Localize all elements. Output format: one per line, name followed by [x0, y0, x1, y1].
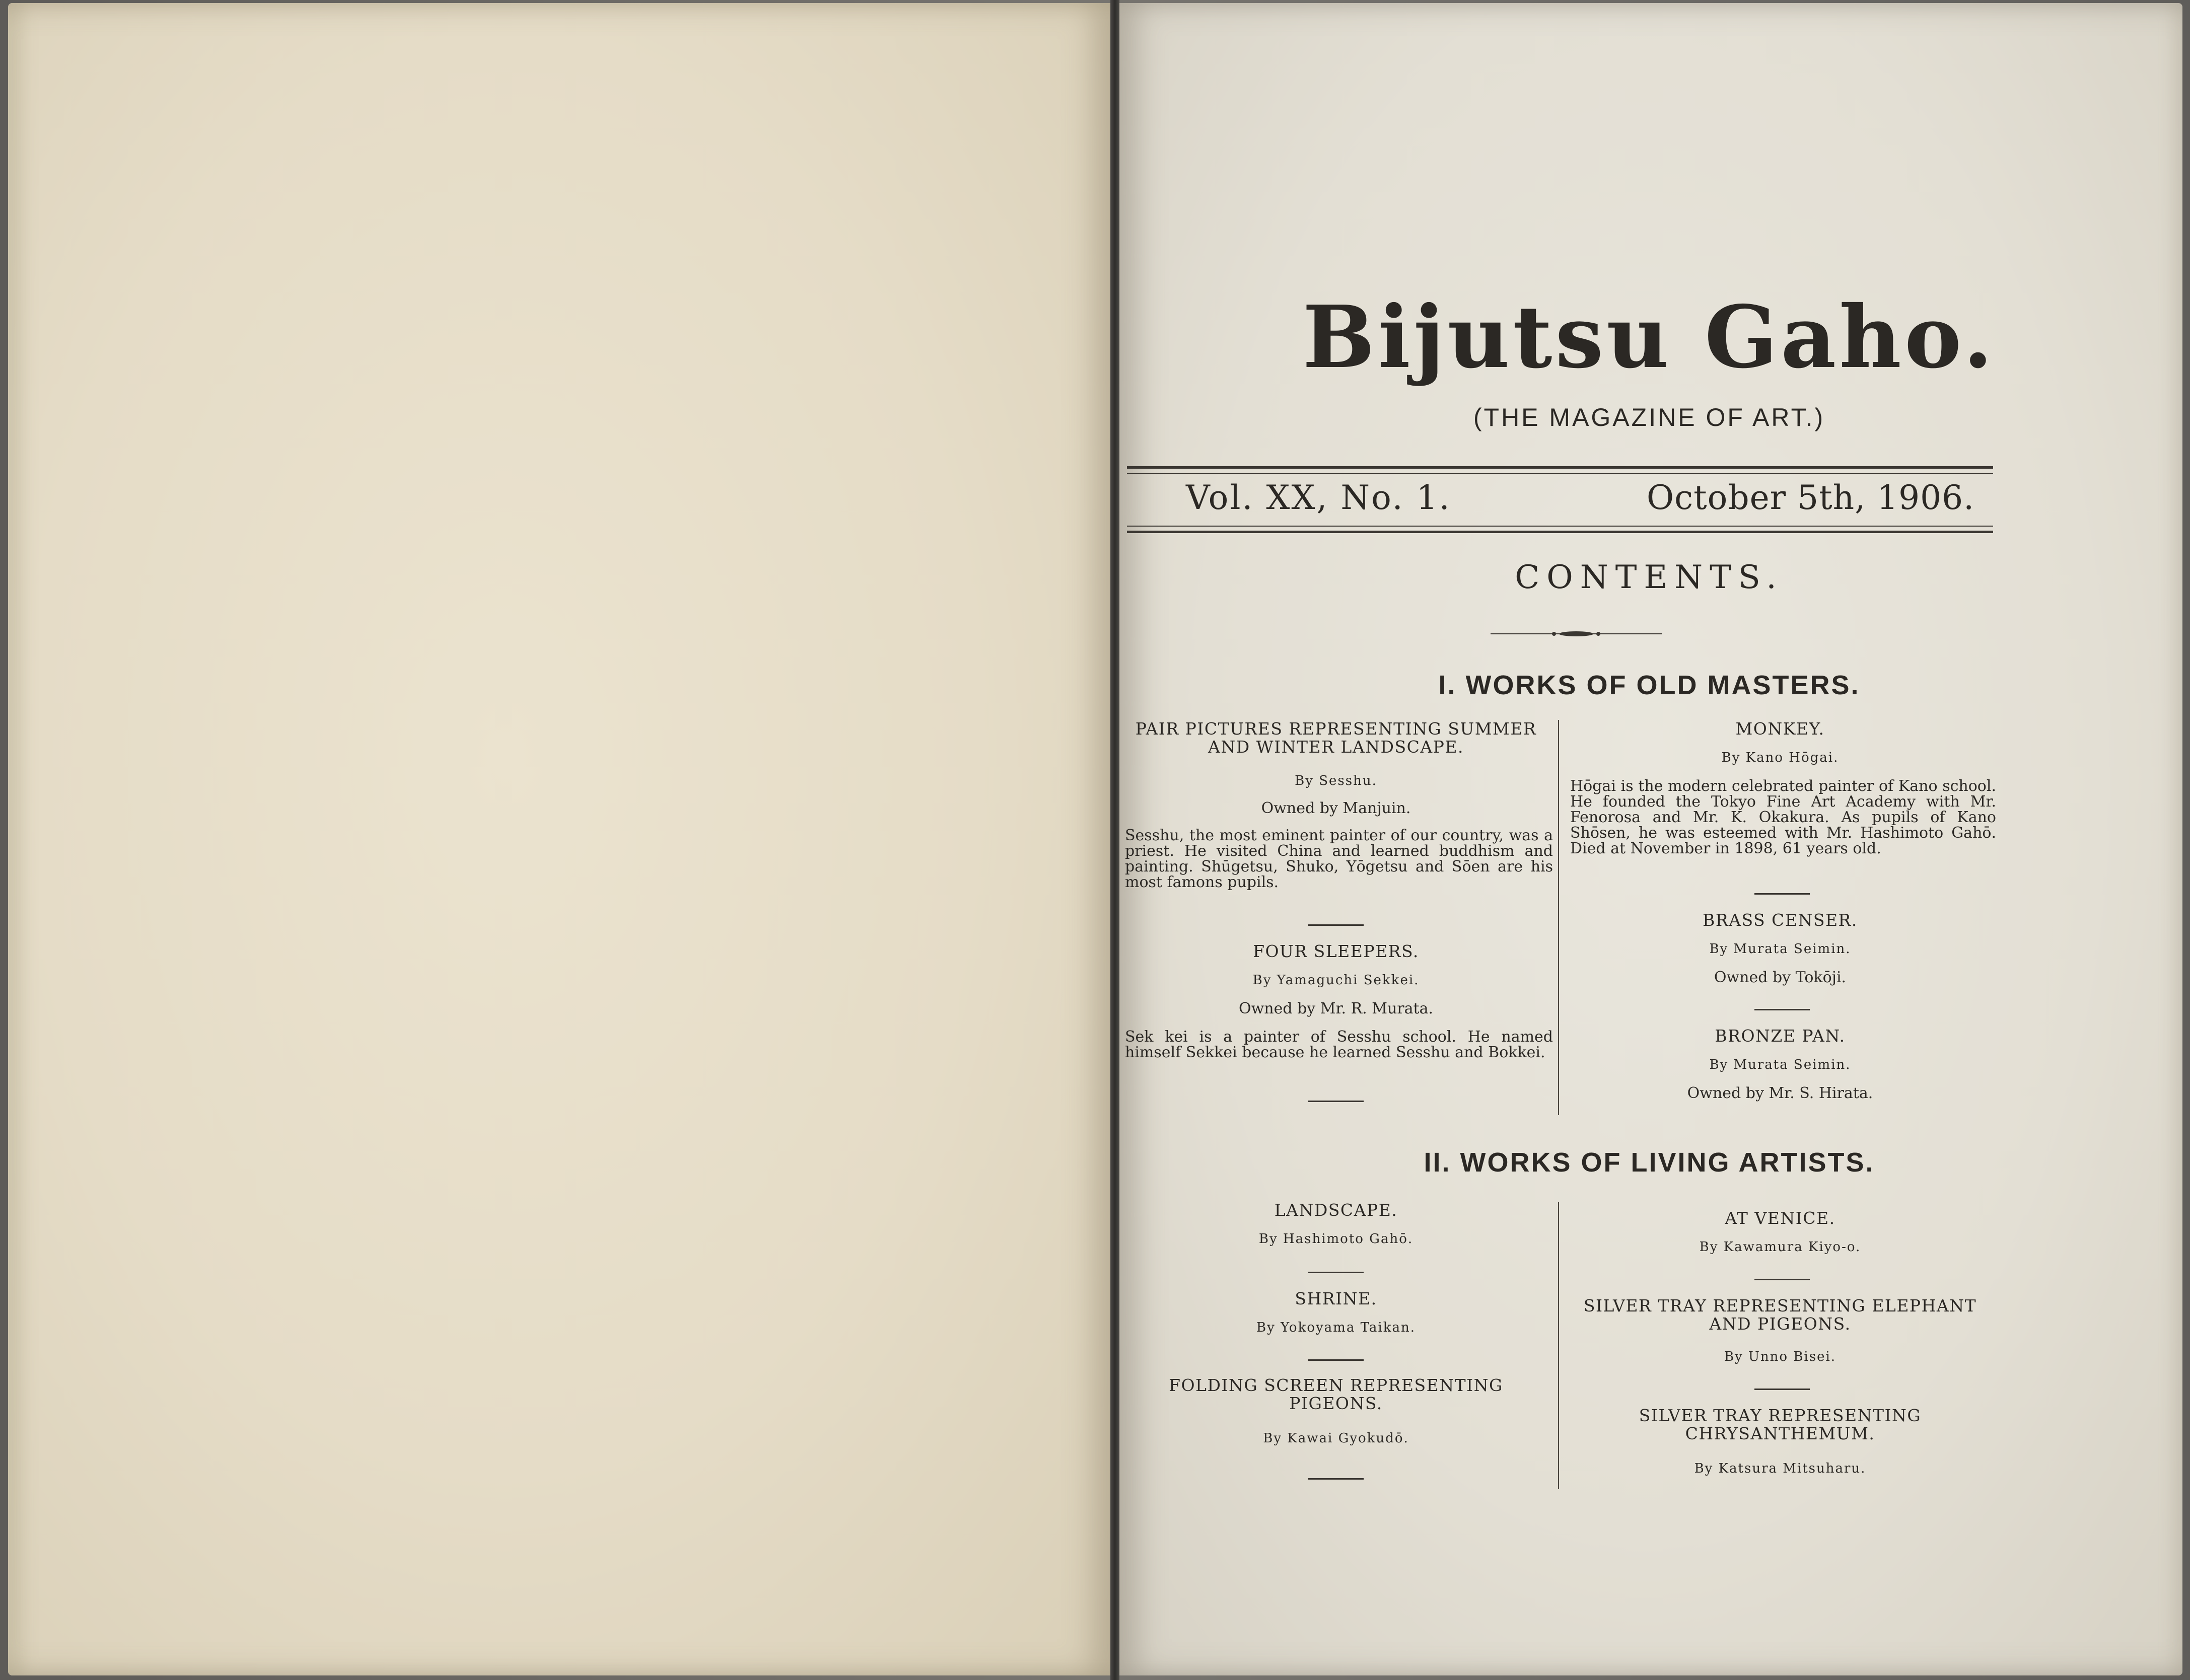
item-desc-hogai: Hōgai is the modern celebrated painter of Kano school. He founded the Tokyo Fine Art Academy with Mr. Fenorosa and Mr. K. Okakura. As pupils of Kano Shōsen, he was esteemed with Mr. Hashimoto Gahō. Died at November in 1898, 61 years old.	[1570, 777, 1996, 857]
item-separator	[1308, 924, 1364, 926]
item-by-hogai: By Kano Hōgai.	[1721, 750, 1839, 765]
top-rule-thin	[1127, 473, 1993, 474]
item-by-kiyo-o: By Kawamura Kiyo-o.	[1699, 1239, 1861, 1255]
item-desc-sekkei: Sek kei is a painter of Sesshu school. He named himself Sekkei because he learned Sesshu and Bokkei.	[1125, 1028, 1553, 1061]
item-separator	[1754, 1389, 1810, 1390]
book-gutter	[1110, 0, 1119, 1680]
magazine-title: Bijutsu Gaho.	[1302, 287, 1996, 388]
bottom-rule-thick	[1127, 531, 1993, 533]
item-separator	[1754, 893, 1810, 895]
item-by-seimin: By Murata Seimin.	[1709, 941, 1851, 957]
item-separator	[1754, 1009, 1810, 1010]
bottom-rule-thin	[1127, 526, 1993, 527]
item-by-sekkei: By Yamaguchi Sekkei.	[1252, 973, 1420, 988]
item-title-landscape: LANDSCAPE.	[1274, 1200, 1398, 1220]
item-title-silver-tray-chrysanthemum: SILVER TRAY REPRESENTING CHRYSANTHEMUM.	[1639, 1406, 1922, 1443]
item-owned-tokoji: Owned by Tokōji.	[1714, 969, 1847, 986]
item-by-mitsuharu: By Katsura Mitsuharu.	[1694, 1461, 1866, 1476]
item-by-seimin-2: By Murata Seimin.	[1709, 1057, 1851, 1072]
item-by-bisei: By Unno Bisei.	[1724, 1349, 1836, 1364]
item-separator	[1308, 1359, 1364, 1361]
item-by-gyokudo: By Kawai Gyokudō.	[1263, 1431, 1409, 1446]
volume-number: Vol. XX, No. 1.	[1186, 478, 1451, 517]
item-separator	[1308, 1478, 1364, 1480]
left-blank-page	[8, 3, 1114, 1675]
item-by-sesshu: By Sesshu.	[1295, 773, 1377, 788]
item-title-brass-censer: BRASS CENSER.	[1703, 910, 1858, 930]
item-title-pair-pictures: PAIR PICTURES REPRESENTING SUMMER AND WINTER LANDSCAPE.	[1135, 719, 1537, 757]
issue-date: October 5th, 1906.	[1647, 478, 1975, 517]
item-owned-murata: Owned by Mr. R. Murata.	[1238, 1000, 1433, 1017]
item-by-taikan: By Yokoyama Taikan.	[1256, 1320, 1416, 1335]
item-title-silver-tray-elephant: SILVER TRAY REPRESENTING ELEPHANT AND PIGEONS.	[1583, 1296, 1977, 1334]
magazine-subtitle: (THE MAGAZINE OF ART.)	[1473, 403, 1825, 431]
item-separator	[1308, 1101, 1364, 1102]
item-title-shrine: SHRINE.	[1295, 1289, 1377, 1308]
item-owned-hirata: Owned by Mr. S. Hirata.	[1687, 1084, 1873, 1102]
section-heading-old-masters: I. WORKS OF OLD MASTERS.	[1438, 670, 1860, 700]
section-heading-living-artists: II. WORKS OF LIVING ARTISTS.	[1424, 1147, 1875, 1178]
item-title-bronze-pan: BRONZE PAN.	[1715, 1026, 1846, 1046]
item-title-at-venice: AT VENICE.	[1725, 1208, 1835, 1228]
item-desc-sesshu: Sesshu, the most eminent painter of our country, was a priest. He visited China and learned buddhism and painting. Shūgetsu, Shuko, Yōgetsu and Sōen are his most famons pupils.	[1125, 827, 1553, 891]
ornament-divider	[1491, 630, 1662, 637]
item-title-four-sleepers: FOUR SLEEPERS.	[1253, 941, 1419, 961]
item-title-monkey: MONKEY.	[1735, 719, 1825, 739]
contents-heading: CONTENTS.	[1515, 559, 1784, 596]
column-divider-section-2	[1558, 1202, 1559, 1489]
item-separator	[1754, 1279, 1810, 1280]
item-separator	[1308, 1272, 1364, 1273]
item-owned-manjuin: Owned by Manjuin.	[1261, 799, 1411, 817]
item-by-gaho: By Hashimoto Gahō.	[1258, 1231, 1414, 1247]
column-divider-section-1	[1558, 720, 1559, 1115]
top-rule-thick	[1127, 466, 1993, 469]
item-title-folding-screen: FOLDING SCREEN REPRESENTING PIGEONS.	[1169, 1375, 1503, 1413]
